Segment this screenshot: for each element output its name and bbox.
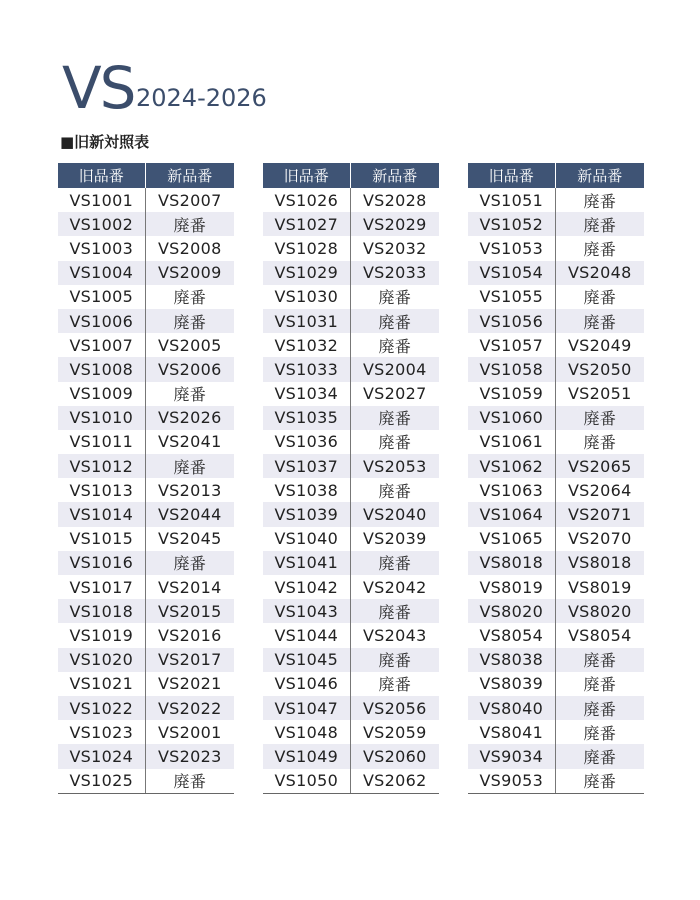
new-part-number: VS2032 [362, 238, 427, 258]
old-part-number: VS1046 [263, 672, 350, 696]
new-part-number: 廃番 [378, 288, 412, 308]
table-row [58, 720, 234, 744]
new-part-number: 廃番 [350, 309, 439, 333]
new-part-number: VS2005 [157, 335, 222, 355]
table-row [263, 382, 439, 406]
table-row [468, 188, 644, 212]
table-row [58, 599, 234, 623]
old-part-number: VS1060 [468, 406, 555, 430]
table-row [58, 672, 234, 696]
old-part-number: VS1062 [468, 454, 555, 478]
new-part-number: VS2039 [362, 529, 427, 549]
old-part-number: VS9034 [468, 744, 555, 768]
old-part-number: VS1053 [468, 236, 555, 260]
old-part-number: VS8019 [468, 575, 555, 599]
new-part-number: 廃番 [555, 744, 644, 768]
table-row [263, 623, 439, 647]
new-part-number: 廃番 [350, 551, 439, 575]
old-part-number: VS1022 [58, 696, 145, 720]
new-part-number: VS2042 [362, 577, 427, 597]
new-part-number: VS2071 [555, 502, 644, 526]
table-row [468, 382, 644, 406]
new-part-number: 廃番 [378, 481, 412, 501]
table-row [263, 309, 439, 333]
old-part-number: VS1001 [58, 188, 145, 212]
old-part-number: VS1057 [468, 333, 555, 357]
new-part-number: VS2007 [157, 190, 222, 210]
table-row [58, 285, 234, 309]
table-row [263, 261, 439, 285]
old-part-number: VS1044 [263, 623, 350, 647]
table-row [468, 527, 644, 551]
table-row [468, 769, 644, 794]
table-row [263, 696, 439, 720]
old-part-number: VS1059 [468, 382, 555, 406]
new-part-number: VS2023 [145, 744, 234, 768]
column-header-old: 旧品番 [263, 163, 350, 188]
new-part-number: VS2033 [350, 261, 439, 285]
brand-title: VS [62, 54, 135, 122]
table-row [58, 527, 234, 551]
new-part-number: 廃番 [145, 309, 234, 333]
old-part-number: VS1006 [58, 309, 145, 333]
new-part-number: 廃番 [555, 406, 644, 430]
new-part-number: 廃番 [555, 696, 644, 720]
table-row [58, 551, 234, 575]
table-row [468, 285, 644, 309]
new-part-number: VS8020 [555, 599, 644, 623]
old-part-number: VS1032 [263, 333, 350, 357]
new-part-number: VS2009 [145, 261, 234, 285]
table-row [58, 309, 234, 333]
column-header-old: 旧品番 [58, 163, 145, 188]
old-part-number: VS1038 [263, 478, 350, 502]
new-part-number: 廃番 [583, 433, 617, 453]
table-row [468, 454, 644, 478]
old-part-number: VS1047 [263, 696, 350, 720]
new-part-number: 廃番 [555, 309, 644, 333]
table-row [263, 769, 439, 794]
old-part-number: VS1003 [58, 236, 145, 260]
old-part-number: VS1048 [263, 720, 350, 744]
table-row [263, 672, 439, 696]
new-part-number: 廃番 [350, 599, 439, 623]
table-row [468, 623, 644, 647]
new-part-number: 廃番 [583, 191, 617, 211]
new-part-number: 廃番 [583, 723, 617, 743]
new-part-number: VS2065 [555, 454, 644, 478]
old-part-number: VS8039 [468, 672, 555, 696]
table-row [468, 575, 644, 599]
old-part-number: VS1025 [58, 769, 145, 794]
old-part-number: VS8018 [468, 551, 555, 575]
table-row [263, 188, 439, 212]
new-part-number: VS2015 [145, 599, 234, 623]
old-part-number: VS8054 [468, 623, 555, 647]
old-part-number: VS1056 [468, 309, 555, 333]
new-part-number: 廃番 [378, 675, 412, 695]
old-part-number: VS1040 [263, 527, 350, 551]
new-part-number: 廃番 [145, 212, 234, 236]
table-row [263, 454, 439, 478]
old-part-number: VS1005 [58, 285, 145, 309]
new-part-number: 廃番 [378, 433, 412, 453]
table-row [263, 357, 439, 381]
new-part-number: VS2062 [350, 769, 439, 794]
new-part-number: VS2041 [157, 432, 222, 452]
table-row [468, 696, 644, 720]
table-row [58, 430, 234, 454]
new-part-number: 廃番 [583, 239, 617, 259]
old-part-number: VS1054 [468, 261, 555, 285]
new-part-number: 廃番 [583, 288, 617, 308]
old-part-number: VS1002 [58, 212, 145, 236]
new-part-number: 廃番 [145, 551, 234, 575]
old-part-number: VS1009 [58, 382, 145, 406]
table-row [263, 212, 439, 236]
table-row [263, 551, 439, 575]
new-part-number: VS2045 [157, 529, 222, 549]
table-row [468, 720, 644, 744]
old-part-number: VS1020 [58, 648, 145, 672]
new-part-number: 廃番 [145, 769, 234, 794]
old-part-number: VS1037 [263, 454, 350, 478]
year-range: 2024-2026 [136, 84, 267, 112]
table-row [468, 212, 644, 236]
old-part-number: VS1049 [263, 744, 350, 768]
old-part-number: VS1010 [58, 406, 145, 430]
table-row [58, 357, 234, 381]
old-part-number: VS1008 [58, 357, 145, 381]
new-part-number: 廃番 [173, 288, 207, 308]
table-row [263, 744, 439, 768]
table-row [58, 382, 234, 406]
table-row [468, 478, 644, 502]
old-part-number: VS1018 [58, 599, 145, 623]
table-row [58, 261, 234, 285]
new-part-number: VS2056 [350, 696, 439, 720]
old-part-number: VS1036 [263, 430, 350, 454]
table-row [58, 454, 234, 478]
new-part-number: 廃番 [145, 454, 234, 478]
table-row [263, 285, 439, 309]
table-row [468, 406, 644, 430]
conversion-table-2 [263, 163, 439, 794]
old-part-number: VS1042 [263, 575, 350, 599]
old-part-number: VS8038 [468, 648, 555, 672]
new-part-number: 廃番 [350, 648, 439, 672]
table-row [263, 406, 439, 430]
table-row [58, 696, 234, 720]
old-part-number: VS1063 [468, 478, 555, 502]
new-part-number: VS2043 [362, 625, 427, 645]
old-part-number: VS1023 [58, 720, 145, 744]
old-part-number: VS1029 [263, 261, 350, 285]
old-part-number: VS1065 [468, 527, 555, 551]
new-part-number: VS8019 [567, 577, 632, 597]
new-part-number: VS2027 [362, 384, 427, 404]
new-part-number: VS2001 [157, 722, 222, 742]
new-part-number: VS2040 [350, 502, 439, 526]
old-part-number: VS1052 [468, 212, 555, 236]
old-part-number: VS8020 [468, 599, 555, 623]
old-part-number: VS1045 [263, 648, 350, 672]
new-part-number: VS2028 [362, 190, 427, 210]
new-part-number: VS2064 [567, 480, 632, 500]
table-row [468, 502, 644, 526]
table-row [58, 212, 234, 236]
table-row [468, 357, 644, 381]
table-row [58, 575, 234, 599]
old-part-number: VS1027 [263, 212, 350, 236]
old-part-number: VS1055 [468, 285, 555, 309]
new-part-number: 廃番 [173, 385, 207, 405]
new-part-number: VS2022 [145, 696, 234, 720]
new-part-number: VS2006 [145, 357, 234, 381]
old-part-number: VS1039 [263, 502, 350, 526]
new-part-number: VS2026 [145, 406, 234, 430]
table-row [468, 309, 644, 333]
conversion-table-1 [58, 163, 234, 794]
column-header-new: 新品番 [350, 163, 439, 188]
old-part-number: VS1033 [263, 357, 350, 381]
old-part-number: VS1013 [58, 478, 145, 502]
new-part-number: VS2021 [157, 674, 222, 694]
table-row [58, 648, 234, 672]
new-part-number: VS2029 [350, 212, 439, 236]
table-row [468, 333, 644, 357]
table-row [58, 744, 234, 768]
table-row [263, 648, 439, 672]
table-row [263, 575, 439, 599]
new-part-number: VS2051 [567, 384, 632, 404]
table-row [263, 430, 439, 454]
table-row [58, 406, 234, 430]
table-row [263, 333, 439, 357]
old-part-number: VS1021 [58, 672, 145, 696]
new-part-number: 廃番 [350, 406, 439, 430]
table-row [58, 236, 234, 260]
table-row [263, 502, 439, 526]
new-part-number: VS2060 [350, 744, 439, 768]
new-part-number: VS2050 [555, 357, 644, 381]
old-part-number: VS1016 [58, 551, 145, 575]
old-part-number: VS1007 [58, 333, 145, 357]
table-row [468, 648, 644, 672]
new-part-number: 廃番 [378, 336, 412, 356]
new-part-number: 廃番 [555, 769, 644, 794]
old-part-number: VS8041 [468, 720, 555, 744]
new-part-number: VS2014 [157, 577, 222, 597]
new-part-number: VS2016 [157, 625, 222, 645]
new-part-number: VS8018 [555, 551, 644, 575]
column-header-new: 新品番 [555, 163, 644, 188]
old-part-number: VS1064 [468, 502, 555, 526]
new-part-number: VS2048 [555, 261, 644, 285]
new-part-number: VS2070 [567, 529, 632, 549]
old-part-number: VS1061 [468, 430, 555, 454]
column-header-old: 旧品番 [468, 163, 555, 188]
new-part-number: VS2004 [350, 357, 439, 381]
table-row [263, 599, 439, 623]
new-part-number: VS2049 [567, 335, 632, 355]
old-part-number: VS9053 [468, 769, 555, 794]
new-part-number: VS2017 [145, 648, 234, 672]
new-part-number: VS2044 [145, 502, 234, 526]
old-part-number: VS1058 [468, 357, 555, 381]
table-row [58, 333, 234, 357]
table-row [58, 188, 234, 212]
new-part-number: VS2013 [157, 480, 222, 500]
old-part-number: VS8040 [468, 696, 555, 720]
table-row [58, 623, 234, 647]
table-row [263, 478, 439, 502]
table-row [58, 769, 234, 794]
column-header-new: 新品番 [145, 163, 234, 188]
old-part-number: VS1015 [58, 527, 145, 551]
old-part-number: VS1050 [263, 769, 350, 794]
new-part-number: 廃番 [555, 212, 644, 236]
table-row [468, 599, 644, 623]
old-part-number: VS1035 [263, 406, 350, 430]
old-part-number: VS1024 [58, 744, 145, 768]
old-part-number: VS1043 [263, 599, 350, 623]
table-row [468, 551, 644, 575]
old-part-number: VS1051 [468, 188, 555, 212]
table-row [468, 672, 644, 696]
old-part-number: VS1030 [263, 285, 350, 309]
new-part-number: 廃番 [555, 648, 644, 672]
table-row [468, 236, 644, 260]
new-part-number: VS2008 [157, 238, 222, 258]
old-part-number: VS1017 [58, 575, 145, 599]
table-row [468, 261, 644, 285]
new-part-number: VS2053 [350, 454, 439, 478]
old-part-number: VS1034 [263, 382, 350, 406]
old-part-number: VS1011 [58, 430, 145, 454]
table-row [263, 527, 439, 551]
table-row [263, 720, 439, 744]
new-part-number: VS8054 [567, 625, 632, 645]
table-row [263, 236, 439, 260]
table-row [468, 430, 644, 454]
old-part-number: VS1012 [58, 454, 145, 478]
table-row [58, 478, 234, 502]
old-part-number: VS1026 [263, 188, 350, 212]
conversion-table-3 [468, 163, 644, 794]
table-row [468, 744, 644, 768]
old-part-number: VS1014 [58, 502, 145, 526]
section-heading: ■旧新対照表 [60, 133, 150, 151]
new-part-number: VS2059 [362, 722, 427, 742]
old-part-number: VS1041 [263, 551, 350, 575]
old-part-number: VS1028 [263, 236, 350, 260]
new-part-number: 廃番 [583, 675, 617, 695]
old-part-number: VS1019 [58, 623, 145, 647]
old-part-number: VS1004 [58, 261, 145, 285]
table-row [58, 502, 234, 526]
old-part-number: VS1031 [263, 309, 350, 333]
